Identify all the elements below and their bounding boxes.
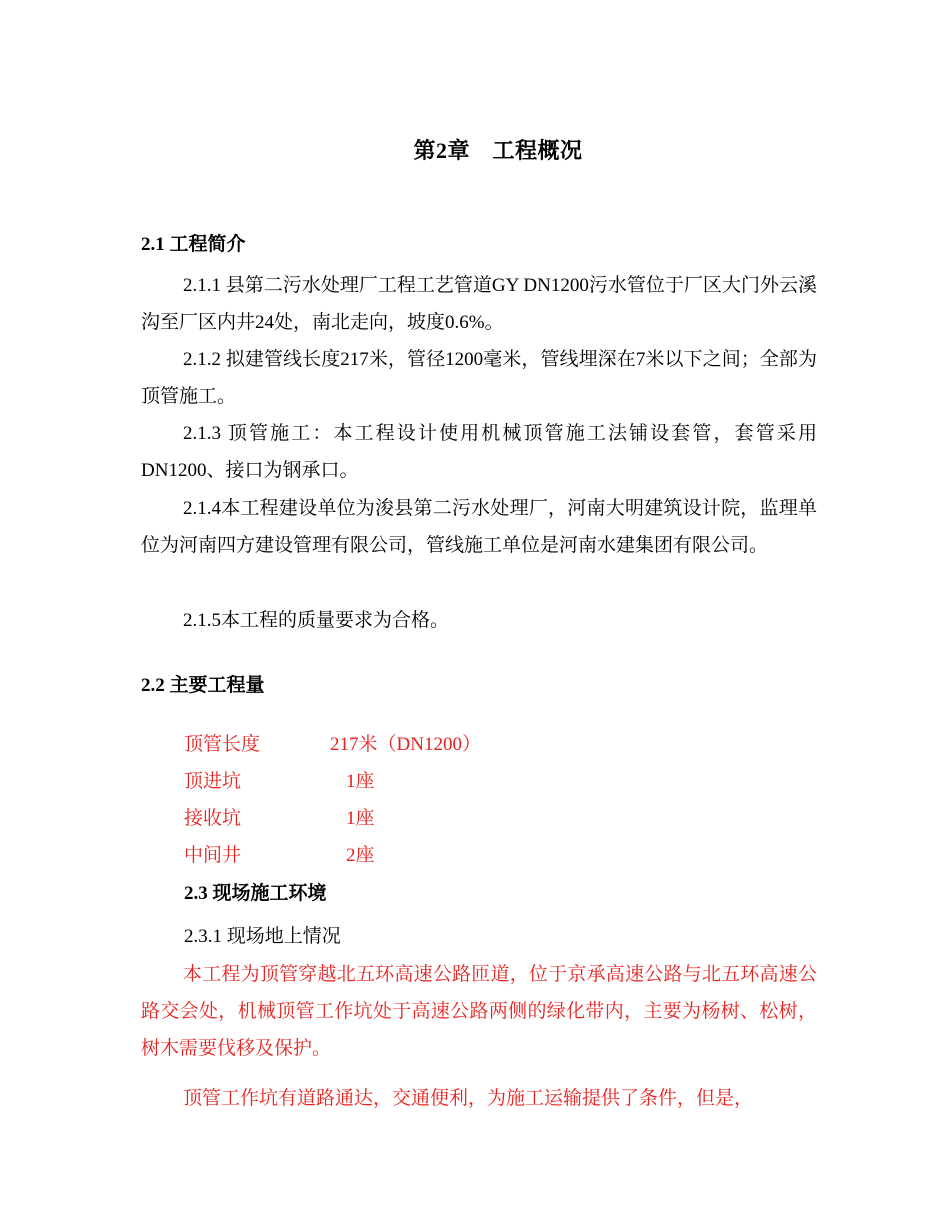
quantity-value: 2座 [346, 845, 375, 866]
subheading-2-3-1: 2.3.1 现场地上情况 [184, 926, 341, 947]
section-heading-2-2: 2.2 主要工程量 [141, 675, 265, 696]
paragraph-access-road: 顶管工作坑有道路通达，交通便利，为施工运输提供了条件，但是， [183, 1088, 754, 1109]
quantity-name: 接收坑 [184, 808, 242, 829]
paragraph-2-1-5: 2.1.5本工程的质量要求为合格。 [183, 610, 450, 631]
quantity-value: 1座 [346, 808, 375, 829]
quantity-name: 顶管长度 [184, 734, 261, 755]
quantity-value: 1座 [346, 771, 375, 792]
quantity-name: 顶进坑 [184, 771, 242, 792]
quantity-name: 中间井 [184, 845, 242, 866]
paragraph-2-1-1: 2.1.1 县第二污水处理厂工程工艺管道GY DN1200污水管位于厂区大门外云溪沟至厂区内井24处，南北走向，坡度0.6%。 [141, 275, 817, 333]
paragraph-site-environment: 本工程为顶管穿越北五环高速公路匝道，位于京承高速公路与北五环高速公路交会处，机械顶管工作坑处于高速公路两侧的绿化带内，主要为杨树、松树，树木需要伐移及保护。 [141, 964, 817, 1059]
paragraph-2-1-3: 2.1.3 顶管施工：本工程设计使用机械顶管施工法铺设套管，套管采用DN1200、接口为钢承口。 [141, 423, 817, 481]
chapter-title: 第2章 工程概况 [413, 138, 583, 163]
paragraph-2-1-4: 2.1.4本工程建设单位为浚县第二污水处理厂，河南大明建筑设计院，监理单位为河南四方建设管理有限公司，管线施工单位是河南水建集团有限公司。 [141, 498, 817, 556]
quantity-value: 217米（DN1200） [330, 734, 481, 755]
section-heading-2-1: 2.1 工程简介 [141, 234, 246, 255]
paragraph-2-1-2: 2.1.2 拟建管线长度217米，管径1200毫米，管线埋深在7米以下之间；全部为顶管施工。 [141, 349, 817, 407]
section-heading-2-3: 2.3 现场施工环境 [184, 883, 327, 904]
